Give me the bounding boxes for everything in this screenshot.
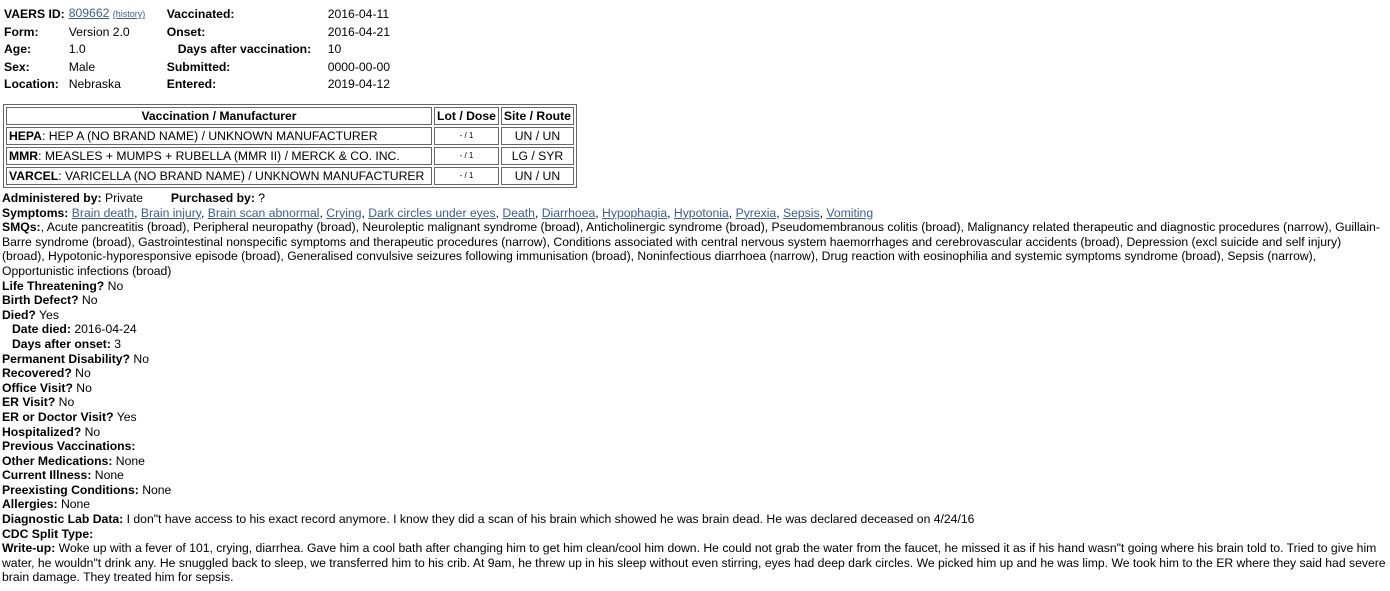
symptom-link[interactable]: Hypophagia: [602, 205, 668, 220]
preexisting-value: None: [142, 482, 172, 497]
site-cell: UN / UN: [501, 167, 574, 185]
allergies-value: None: [60, 497, 91, 512]
birth-defect-line: [2, 293, 1386, 308]
office-visit-value: No: [76, 380, 92, 395]
vaccine-cell: [6, 147, 432, 165]
site-cell: UN / UN: [501, 127, 574, 145]
symptom-link[interactable]: Death: [502, 205, 535, 220]
symptom-link[interactable]: Dark circles under eyes: [368, 205, 496, 220]
symptom-link[interactable]: Crying: [326, 205, 362, 220]
date-died-value: 2016-04-24: [74, 322, 137, 337]
vaers-id-cell: [69, 5, 167, 24]
administered-by-label: Administered by:: [2, 191, 102, 205]
col-vaccination-header: Vaccination / Manufacturer: [6, 107, 432, 125]
sex-label: Sex:: [4, 59, 30, 74]
current-illness-value: None: [94, 468, 124, 483]
permanent-disability-value: No: [133, 351, 149, 366]
symptom-link[interactable]: Brain death: [71, 205, 135, 220]
header-table: [4, 5, 394, 94]
cdc-split-line: [2, 527, 1386, 542]
purchased-by-value: ?: [258, 191, 266, 205]
permanent-disability-label: Permanent Disability?: [2, 351, 131, 366]
site-cell: LG / SYR: [501, 147, 574, 165]
birth-defect-label: Birth Defect?: [2, 293, 79, 308]
died-label: Died?: [2, 307, 36, 322]
cdc-split-label: CDC Split Type:: [2, 526, 94, 541]
vaccine-desc: : VARICELLA (NO BRAND NAME) / UNKNOWN MANUFACTURER: [58, 169, 425, 183]
table-row: [6, 167, 574, 185]
days-after-vaccination-value: 10: [327, 42, 342, 56]
onset-value: 2016-04-21: [327, 24, 391, 39]
age-value: 1.0: [68, 42, 86, 56]
symptom-list: Brain death, Brain injury, Brain scan abnormal, Crying, Dark circles under eyes, Death, Diarrhoea, Hypophagia, Hypotonia, Pyrexia, Sepsis, Vomiting: [71, 205, 874, 220]
allergies-label: Allergies:: [2, 497, 58, 512]
symptom-link[interactable]: Sepsis: [782, 205, 820, 220]
other-medications-line: [2, 454, 1386, 469]
smqs-label: SMQs:: [2, 220, 41, 235]
vaccination-table: [3, 104, 577, 188]
died-line: [2, 308, 1386, 323]
diagnostic-line: [2, 512, 1386, 527]
life-threatening-label: Life Threatening?: [2, 278, 105, 293]
col-lot-header: Lot / Dose: [434, 107, 499, 125]
vaccine-desc: : HEP A (NO BRAND NAME) / UNKNOWN MANUFACTURER: [41, 129, 378, 143]
submitted-label: Submitted:: [166, 59, 231, 74]
days-after-vaccination-label: Days after vaccination:: [177, 42, 312, 56]
other-medications-value: None: [115, 453, 145, 468]
report-details: [2, 191, 1386, 585]
sex-value: Male: [68, 59, 96, 74]
table-row: [6, 127, 574, 145]
diagnostic-label: Diagnostic Lab Data:: [2, 512, 124, 527]
symptom-link[interactable]: Hypotonia: [673, 205, 729, 220]
office-visit-line: [2, 381, 1386, 396]
submitted-value: 0000-00-00: [327, 59, 391, 74]
vaccinated-label: Vaccinated:: [166, 6, 235, 21]
symptom-link[interactable]: Brain injury: [140, 205, 201, 220]
days-after-onset-line: [2, 337, 1386, 352]
location-label: Location:: [4, 77, 59, 91]
table-row: [6, 147, 574, 165]
er-doctor-visit-value: Yes: [116, 409, 137, 424]
allergies-line: [2, 497, 1386, 512]
recovered-line: [2, 366, 1386, 381]
vaccinated-value: 2016-04-11: [327, 6, 390, 21]
symptom-link[interactable]: Vomiting: [826, 205, 874, 220]
vaccine-cell: [6, 127, 432, 145]
symptoms-line: [2, 206, 1386, 221]
birth-defect-value: No: [81, 293, 98, 308]
lot-cell: - / 1: [434, 147, 499, 165]
smqs-line: [2, 220, 1386, 278]
current-illness-line: [2, 468, 1386, 483]
age-label: Age:: [4, 42, 32, 56]
preexisting-line: [2, 483, 1386, 498]
er-doctor-visit-label: ER or Doctor Visit?: [2, 409, 114, 424]
life-threatening-line: [2, 279, 1386, 294]
permanent-disability-line: [2, 352, 1386, 367]
symptom-link[interactable]: Pyrexia: [735, 205, 777, 220]
er-visit-line: [2, 395, 1386, 410]
days-after-onset-value: 3: [114, 336, 122, 351]
writeup-label: Write-up:: [2, 541, 56, 556]
recovered-value: No: [75, 366, 91, 381]
days-after-onset-label: Days after onset:: [12, 336, 111, 351]
vaccine-code: MMR: [9, 149, 39, 163]
onset-label: Onset:: [166, 24, 206, 39]
entered-value: 2019-04-12: [327, 77, 391, 91]
form-label: Form:: [4, 24, 39, 39]
er-visit-value: No: [58, 395, 75, 410]
date-died-label: Date died:: [12, 322, 71, 337]
vaers-id-label: VAERS ID:: [4, 6, 65, 21]
smqs-value: , Acute pancreatitis (broad), Peripheral neuropathy (broad), Neuroleptic malignant syndrome (broad), Anticholinergic syndrome (broad), Pseudomembranous colitis (broad), Malignancy related therapeutic and diagnostic procedures (narrow), Guillain-Barre syndrome (broad), Gastrointestinal nonspecific symptoms and therapeutic procedures (narrow), Conditions associated with central nervous system haemorrhages and cerebrovascular accidents (broad), Depression (excl suicide and self injury) (broad), Hypotonic-hyporesponsive episode (broad), Generalised convulsive seizures following immunisation (broad), Noninfectious diarrhoea (narrow), Drug reaction with eosinophilia and systemic symptoms syndrome (broad), Sepsis (narrow), Opportunistic infections (broad): [2, 220, 1380, 278]
history-link[interactable]: (history): [112, 9, 146, 19]
vaccine-code: VARCEL: [9, 169, 59, 183]
previous-vaccinations-line: [2, 439, 1386, 454]
hospitalized-value: No: [84, 424, 101, 439]
symptom-link[interactable]: Diarrhoea: [541, 205, 596, 220]
location-value: Nebraska: [68, 77, 121, 91]
administered-by-value: Private: [104, 191, 143, 205]
writeup-line: [2, 541, 1386, 585]
other-medications-label: Other Medications:: [2, 453, 113, 468]
symptoms-label: Symptoms:: [2, 205, 69, 220]
writeup-value: Woke up with a fever of 101, crying, diarrhea. Gave him a cool bath after changing him to get him clean/cool him down. He could not grab the water from the faucet, he missed it as if his hand wasn"t going where his brain told to. Tried to give him water, he wouldn"t drink any. He snuggled back to sleep, we transferred him to his crib. At 9am, he threw up in his sleep without even stirring, eyes had deep dark circles. We picked him up and he was limp. We took him to the ER where they said had severe brain damage. They treated him for sepsis.: [2, 541, 1386, 585]
vaccine-cell: [6, 167, 432, 185]
preexisting-label: Preexisting Conditions:: [2, 482, 139, 497]
administered-line: [2, 191, 1386, 206]
died-value: Yes: [39, 307, 59, 322]
form-value: Version 2.0: [68, 24, 130, 39]
recovered-label: Recovered?: [2, 366, 72, 381]
date-died-line: [2, 322, 1386, 337]
er-visit-label: ER Visit?: [2, 395, 56, 410]
col-site-header: Site / Route: [501, 107, 574, 125]
current-illness-label: Current Illness:: [2, 468, 92, 483]
life-threatening-value: No: [107, 278, 124, 293]
entered-label: Entered:: [166, 77, 217, 91]
diagnostic-value: I don"t have access to his exact record anymore. I know they did a scan of his brain which showed he was brain dead. He was declared deceased on 4/24/16: [126, 512, 975, 527]
purchased-by-label: Purchased by:: [170, 191, 255, 205]
hospitalized-label: Hospitalized?: [2, 424, 82, 439]
previous-vaccinations-label: Previous Vaccinations:: [2, 439, 136, 454]
symptom-link[interactable]: Brain scan abnormal: [207, 205, 320, 220]
lot-cell: - / 1: [434, 127, 499, 145]
vaccine-desc: : MEASLES + MUMPS + RUBELLA (MMR II) / MERCK & CO. INC.: [38, 149, 400, 163]
er-doctor-visit-line: [2, 410, 1386, 425]
vaers-id-link[interactable]: 809662: [68, 6, 110, 20]
vaccine-code: HEPA: [9, 129, 42, 143]
office-visit-label: Office Visit?: [2, 380, 73, 395]
hospitalized-line: [2, 425, 1386, 440]
lot-cell: - / 1: [434, 167, 499, 185]
